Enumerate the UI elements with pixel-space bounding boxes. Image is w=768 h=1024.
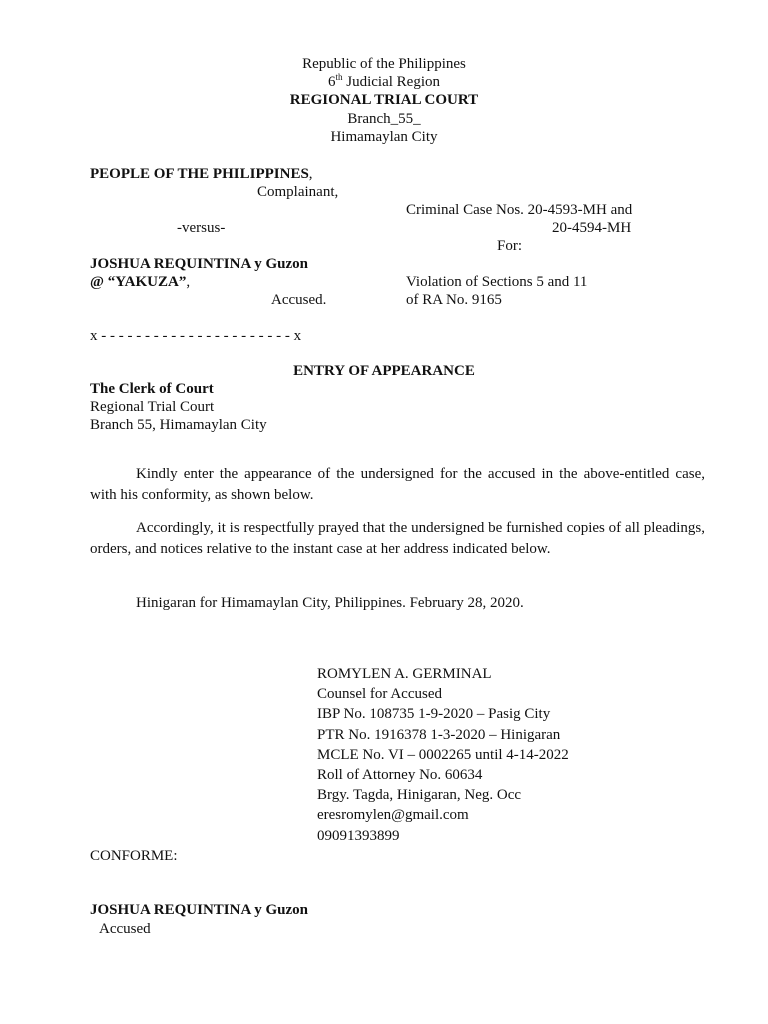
header-judicial-region bbox=[0, 73, 768, 91]
counsel-ptr: PTR No. 1916378 1-3-2020 – Hinigaran bbox=[317, 726, 561, 743]
counsel-mcle: MCLE No. VI – 0002265 until 4-14-2022 bbox=[317, 746, 569, 763]
counsel-address: Brgy. Tagda, Hinigaran, Neg. Occ bbox=[317, 787, 522, 804]
plaintiff-line bbox=[90, 165, 313, 183]
counsel-name: ROMYLEN A. GERMINAL bbox=[317, 666, 492, 682]
signature-block bbox=[317, 664, 569, 846]
document-title: ENTRY OF APPEARANCE bbox=[293, 363, 475, 379]
accused-role: Accused. bbox=[271, 292, 327, 308]
region-text: Judicial Region bbox=[342, 74, 440, 90]
addressee-name: The Clerk of Court bbox=[90, 381, 214, 397]
counsel-roll: Roll of Attorney No. 60634 bbox=[317, 767, 483, 784]
region-superscript: th bbox=[335, 72, 343, 82]
versus-label: -versus- bbox=[177, 220, 226, 236]
counsel-role: Counsel for Accused bbox=[317, 686, 442, 703]
caption-separator: x - - - - - - - - - - - - - - - - - - - - - - x bbox=[90, 328, 302, 344]
plaintiff-role: Complainant, bbox=[257, 184, 339, 200]
addressee-line1: Regional Trial Court bbox=[90, 399, 215, 415]
case-number-line2: 20-4594-MH bbox=[552, 220, 632, 236]
body-paragraph-1: Kindly enter the appearance of the undersigned for the accused in the above-entitled case, with his conformity, as shown below. bbox=[90, 466, 705, 503]
accused-name: JOSHUA REQUINTINA y Guzon bbox=[90, 256, 308, 272]
case-number-line1: Criminal Case Nos. 20-4593-MH and bbox=[406, 202, 633, 218]
counsel-phone: 09091393899 bbox=[317, 827, 400, 844]
counsel-ibp: IBP No. 108735 1-9-2020 – Pasig City bbox=[317, 706, 551, 723]
violation-line1: Violation of Sections 5 and 11 bbox=[406, 274, 588, 290]
region-number: 6 bbox=[327, 74, 336, 90]
violation-line2: of RA No. 9165 bbox=[406, 292, 502, 308]
conforme-name: JOSHUA REQUINTINA y Guzon bbox=[90, 902, 308, 918]
header-city: Himamaylan City bbox=[330, 129, 438, 145]
conforme-label: CONFORME: bbox=[90, 848, 178, 864]
addressee-line2: Branch 55, Himamaylan City bbox=[90, 417, 267, 433]
header-branch: Branch_55_ bbox=[347, 111, 421, 127]
accused-alias: @ “YAKUZA” bbox=[90, 274, 187, 290]
conforme-role: Accused bbox=[99, 921, 151, 937]
plaintiff-comma: , bbox=[308, 166, 313, 182]
accused-alias-line bbox=[90, 273, 190, 291]
for-label: For: bbox=[497, 238, 523, 254]
plaintiff-name: PEOPLE OF THE PHILIPPINES bbox=[90, 166, 309, 182]
header-republic: Republic of the Philippines bbox=[302, 56, 466, 72]
header-court-name: REGIONAL TRIAL COURT bbox=[289, 92, 479, 108]
alias-comma: , bbox=[186, 274, 191, 290]
body-paragraph-3: Hinigaran for Himamaylan City, Philippines. February 28, 2020. bbox=[136, 595, 524, 611]
counsel-email: eresromylen@gmail.com bbox=[317, 807, 469, 824]
body-paragraph-2: Accordingly, it is respectfully prayed that the undersigned be furnished copies of all pleadings, orders, and notices relative to the instant case at her address indicated below. bbox=[90, 520, 705, 557]
